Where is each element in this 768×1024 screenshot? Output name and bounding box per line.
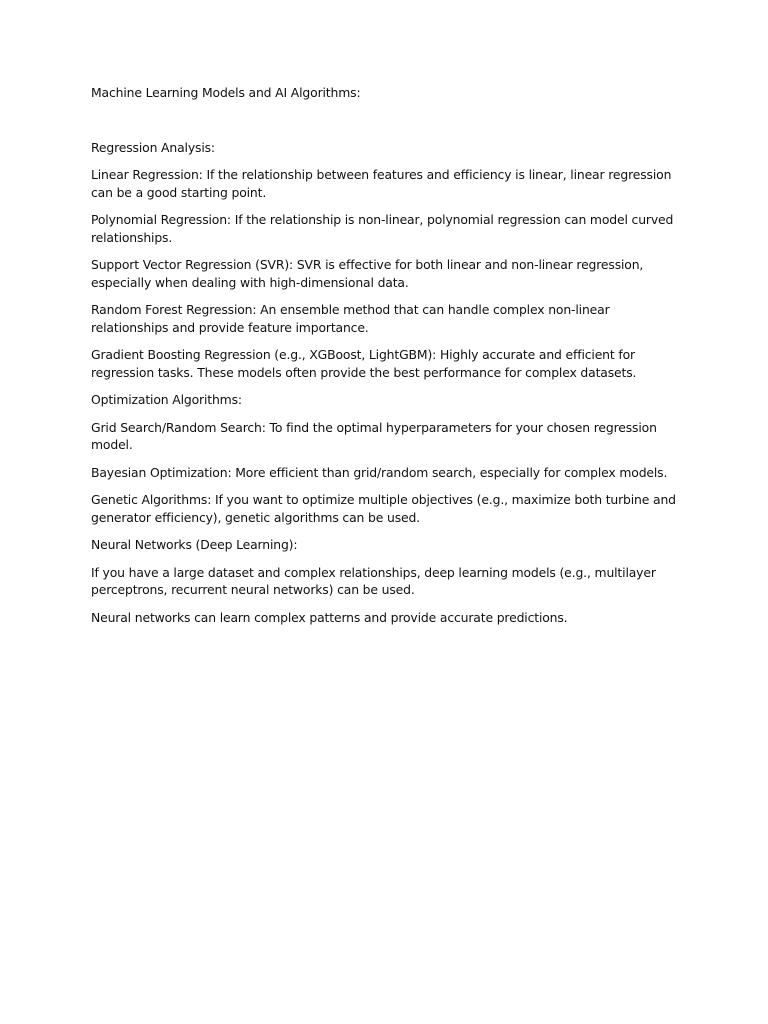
section-heading-regression: Regression Analysis: — [91, 139, 215, 155]
paragraph-grid-search: Grid Search/Random Search: To find the optimal hyperparameters for your chosen regression model. — [91, 419, 657, 452]
paragraph-deep-learning: If you have a large dataset and complex relationships, deep learning models (e.g., multilayer perceptrons, recurrent neural networks) can be used. — [91, 564, 656, 597]
document-title: Machine Learning Models and AI Algorithms: — [91, 85, 361, 100]
document-body — [91, 84, 681, 636]
paragraph-bayesian-optimization: Bayesian Optimization: More efficient than grid/random search, especially for complex models. — [91, 464, 668, 480]
section-heading-neural-networks: Neural Networks (Deep Learning): — [91, 537, 298, 552]
paragraph-svr: Support Vector Regression (SVR): SVR is effective for both linear and non-linear regression, especially when dealing with high-dimensional data. — [91, 257, 644, 290]
paragraph-neural-networks: Neural networks can learn complex patterns and provide accurate predictions. — [91, 609, 568, 625]
paragraph-random-forest: Random Forest Regression: An ensemble method that can handle complex non-linear relationships and provide feature importance. — [91, 302, 610, 335]
paragraph-polynomial-regression: Polynomial Regression: If the relationship is non-linear, polynomial regression can model curved relationships. — [91, 212, 674, 245]
section-heading-optimization: Optimization Algorithms: — [91, 392, 242, 407]
paragraph-genetic-algorithms: Genetic Algorithms: If you want to optimize multiple objectives (e.g., maximize both turbine and generator efficiency), genetic algorithms can be used. — [91, 492, 676, 525]
paragraph-linear-regression: Linear Regression: If the relationship between features and efficiency is linear, linear regression can be a good starting point. — [91, 167, 672, 200]
paragraph-gradient-boosting: Gradient Boosting Regression (e.g., XGBoost, LightGBM): Highly accurate and efficient for regression tasks. These models often provide the best performance for complex datasets. — [91, 347, 637, 380]
